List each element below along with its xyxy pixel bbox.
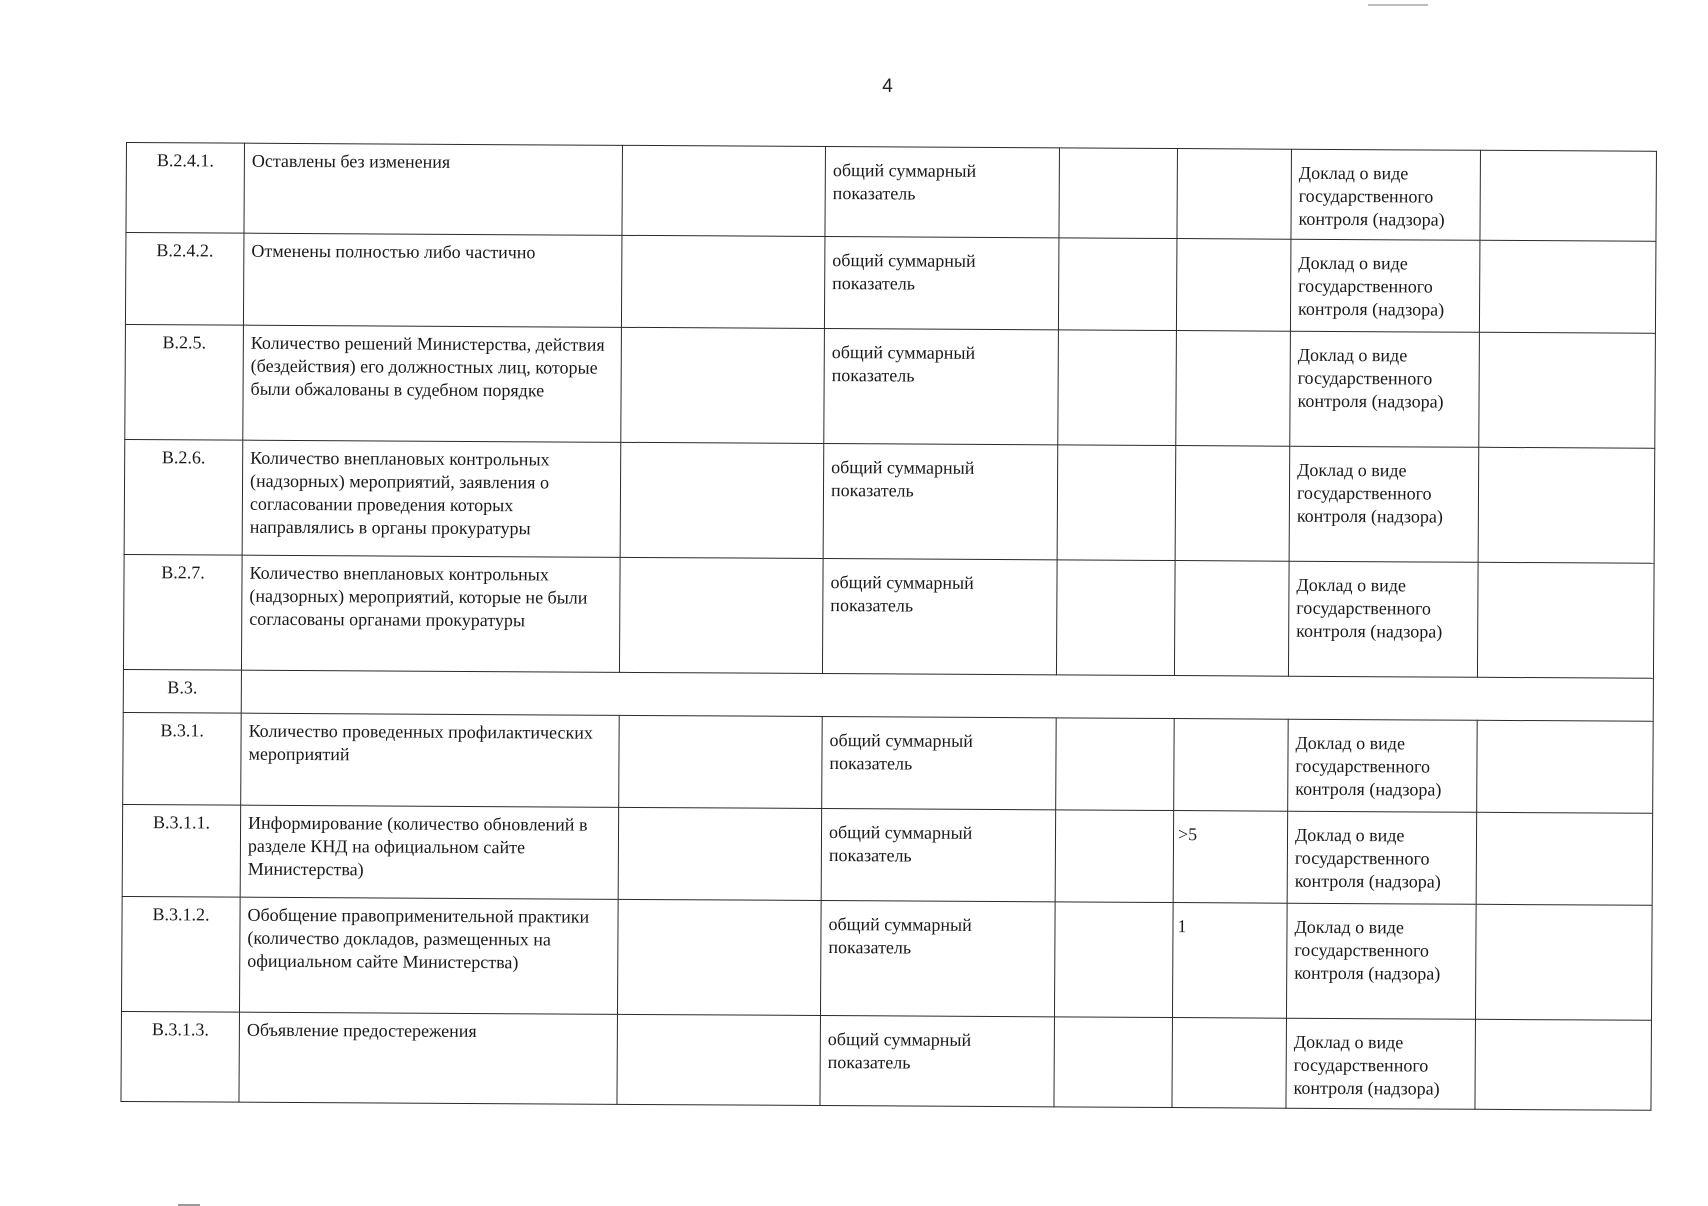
row-code: B.2.4.2.	[125, 233, 244, 326]
row-empty-cell	[622, 145, 826, 236]
row-metric-type: общий суммарный показатель	[820, 901, 1055, 1017]
row-empty-cell	[1057, 445, 1176, 561]
row-data-source: Доклад о виде государственного контроля (надзора)	[1288, 719, 1478, 812]
row-target-value	[1176, 239, 1291, 332]
row-empty-cell	[1475, 1019, 1652, 1110]
row-data-source: Доклад о виде государственного контроля (надзора)	[1291, 149, 1481, 240]
row-indicator-name: Количество внеплановых контрольных (надзорных) мероприятий, заявления о согласовании проведения которых направлялись в органы прокуратуры	[242, 440, 621, 557]
row-indicator-name: Количество решений Министерства, действия (бездействия) его должностных лиц, которые были обжалованы в судебном порядке	[243, 325, 622, 442]
row-code: B.2.7.	[123, 554, 242, 670]
row-indicator-name: Обобщение правоприменительной практики (количество докладов, размещенных на официальном сайте Министерства)	[239, 897, 618, 1014]
row-empty-cell	[620, 442, 824, 558]
row-data-source: Доклад о виде государственного контроля (надзора)	[1287, 811, 1477, 904]
row-data-source: Доклад о виде государственного контроля (надзора)	[1286, 1018, 1476, 1109]
row-metric-type: общий суммарный показатель	[825, 147, 1060, 238]
row-indicator-name: Отменены полностью либо частично	[243, 233, 622, 327]
row-empty-cell	[1479, 332, 1656, 448]
row-indicator-name: Количество внеплановых контрольных (надзорных) мероприятий, которые не были согласованы органами прокуратуры	[241, 555, 620, 672]
table-row	[124, 439, 1655, 563]
row-empty-cell	[1054, 902, 1173, 1018]
table-row	[121, 896, 1652, 1020]
table-body	[121, 143, 1656, 1111]
row-empty-cell	[1059, 148, 1178, 239]
row-empty-cell	[1054, 1017, 1173, 1108]
row-metric-type: общий суммарный показатель	[824, 237, 1059, 330]
row-empty-cell	[621, 327, 825, 443]
row-empty-cell	[1479, 240, 1656, 333]
indicators-table	[120, 142, 1657, 1111]
row-code: B.2.6.	[124, 439, 243, 555]
section-code: B.3.	[123, 669, 241, 713]
row-data-source: Доклад о виде государственного контроля (надзора)	[1290, 331, 1480, 447]
row-empty-cell	[1475, 904, 1652, 1020]
row-metric-type: общий суммарный показатель	[824, 329, 1059, 445]
table-row	[123, 554, 1654, 678]
row-empty-cell	[1056, 718, 1175, 811]
row-empty-cell	[618, 807, 822, 900]
row-indicator-name: Количество проведенных профилактических мероприятий	[241, 713, 620, 807]
row-data-source: Доклад о виде государственного контроля (надзора)	[1288, 561, 1478, 677]
row-metric-type: общий суммарный показатель	[822, 559, 1057, 675]
row-empty-cell	[621, 235, 825, 328]
row-code: B.2.5.	[125, 324, 244, 440]
row-metric-type: общий суммарный показатель	[823, 444, 1058, 560]
row-target-value	[1177, 149, 1292, 240]
row-target-value: >5	[1173, 811, 1288, 904]
row-metric-type: общий суммарный показатель	[821, 809, 1056, 902]
row-code: B.3.1.	[123, 712, 242, 805]
row-empty-cell	[1476, 812, 1653, 905]
row-data-source: Доклад о виде государственного контроля (надзора)	[1286, 903, 1476, 1019]
row-target-value	[1176, 331, 1291, 447]
row-code: B.3.1.1.	[122, 804, 241, 897]
table-row	[121, 1011, 1651, 1110]
row-empty-cell	[1478, 447, 1655, 563]
row-target-value	[1172, 1018, 1287, 1109]
row-empty-cell	[617, 899, 821, 1015]
row-target-value	[1175, 446, 1290, 562]
row-code: B.2.4.1.	[126, 143, 245, 234]
row-empty-cell	[1058, 238, 1177, 331]
table-row	[122, 804, 1653, 905]
row-metric-type: общий суммарный показатель	[822, 717, 1057, 810]
table-row	[123, 712, 1654, 813]
row-code: B.3.1.2.	[121, 896, 240, 1012]
row-metric-type: общий суммарный показатель	[820, 1016, 1055, 1107]
table-row	[125, 324, 1656, 448]
row-empty-cell	[617, 1014, 821, 1105]
scan-artifact-top	[1368, 4, 1428, 6]
row-indicator-name: Объявление предостережения	[239, 1012, 618, 1104]
row-empty-cell	[1477, 562, 1654, 678]
row-empty-cell	[619, 715, 823, 808]
row-data-source: Доклад о виде государственного контроля (надзора)	[1289, 446, 1479, 562]
row-empty-cell	[1058, 330, 1177, 446]
row-target-value	[1174, 561, 1289, 677]
row-empty-cell	[1056, 560, 1175, 676]
row-code: B.3.1.3.	[121, 1011, 240, 1102]
row-empty-cell	[1477, 720, 1654, 813]
row-indicator-name: Оставлены без изменения	[244, 143, 623, 235]
table-row	[125, 233, 1656, 334]
page-number: 4	[882, 76, 893, 97]
row-indicator-name: Информирование (количество обновлений в разделе КНД на официальном сайте Министерства)	[240, 805, 619, 899]
row-empty-cell	[1055, 810, 1174, 903]
row-target-value	[1174, 719, 1289, 812]
row-target-value: 1	[1172, 903, 1287, 1019]
row-empty-cell	[619, 557, 823, 673]
row-data-source: Доклад о виде государственного контроля (надзора)	[1290, 239, 1480, 332]
table-row	[126, 143, 1656, 242]
row-empty-cell	[1480, 150, 1657, 241]
